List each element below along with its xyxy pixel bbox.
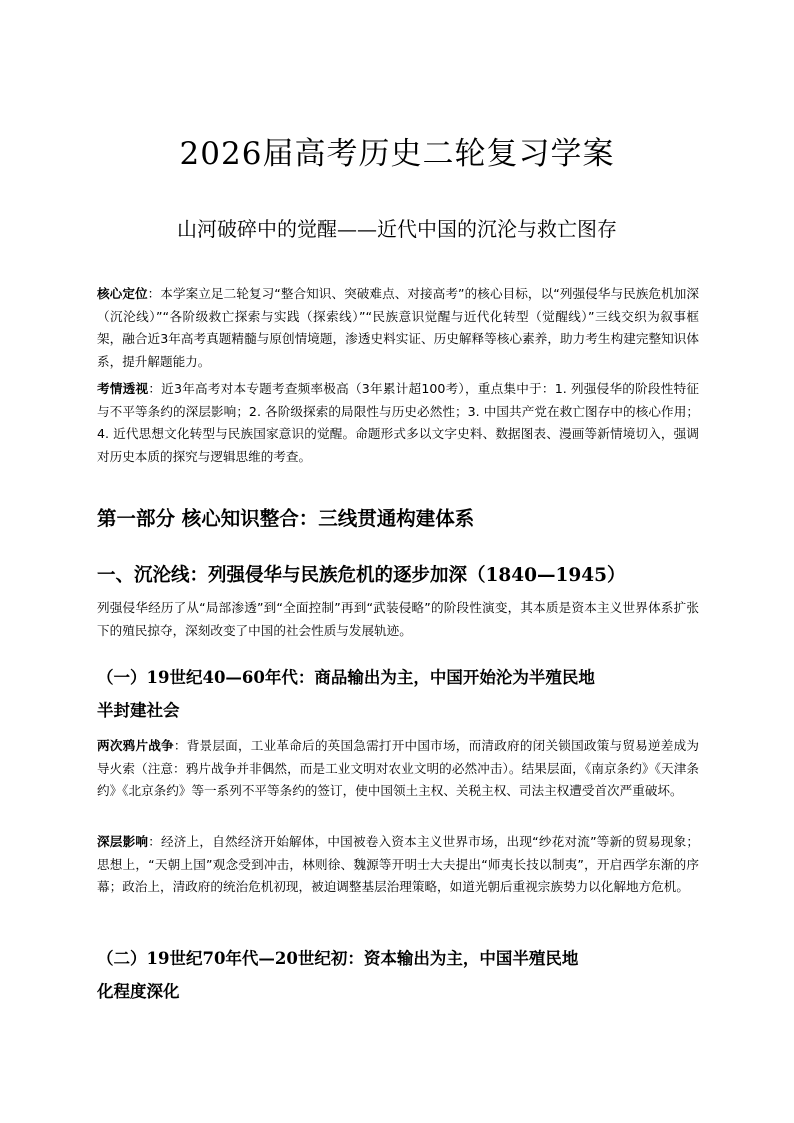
deep-impact-paragraph [97,831,699,899]
exam-analysis-label: 考情透视 [97,381,149,396]
exam-analysis-paragraph [97,378,699,468]
core-positioning-text: ：本学案立足二轮复习“整合知识、突破难点、对接高考”的核心目标，以“列强侵华与民族危机加深（沉沦线）”“各阶级救亡探索与实践（探索线）”“民族意识觉醒与近代化转型（觉醒线）”三线交织为叙事框架，融合近3年高考真题精髓与原创情境题，渗透史料实证、历史解释等核心素养，助力考生构建完整知识体系，提升解题能力。 [97,286,700,369]
document-subtitle: 山河破碎中的觉醒——近代中国的沉沦与救亡图存 [177,217,617,241]
subsection2-heading-line1: （二）19世纪70年代—20世纪初：资本输出为主，中国半殖民地 [97,949,579,968]
section1-intro: 列强侵华经历了从“局部渗透”到“全面控制”再到“武装侵略”的阶段性演变，其本质是资本主义世界体系扩张下的殖民掠夺，深刻改变了中国的社会性质与发展轨迹。 [97,600,699,638]
core-positioning-label: 核心定位 [97,286,148,301]
exam-analysis-text: ：近3年高考对本专题考查频率极高（3年累计超100考），重点集中于：1. 列强侵华的阶段性特征与不平等条约的深层影响；2. 各阶级探索的局限性与历史必然性；3. 中国共产党在救亡图存中的核心作用；4. 近代思想文化转型与民族国家意识的觉醒。命题形式多以文字史料、数据图表、漫画等新情境切入，强调对历史本质的探究与逻辑思维的考查。 [97,381,699,464]
opium-wars-text: ：背景层面，工业革命后的英国急需打开中国市场，而清政府的闭关锁国政策与贸易逆差成为导火索（注意：鸦片战争并非偶然，而是工业文明对农业文明的必然冲击）。结果层面，《南京条约》《天津条约》《北京条约》等一系列不平等条约的签订，使中国领土主权、关税主权、司法主权遭受首次严重破坏。 [97,738,700,799]
deep-impact-text: ：经济上，自然经济开始解体，中国被卷入资本主义世界市场，出现“纱花对流”等新的贸易现象；思想上，“天朝上国”观念受到冲击，林则徐、魏源等开明士大夫提出“师夷长技以制夷”，开启西学东渐的序幕；政治上，清政府的统治危机初现，被迫调整基层治理策略，如道光朝后重视宗族势力以化解地方危机。 [97,834,699,895]
deep-impact-label: 深层影响 [97,834,149,849]
subsection1-heading [97,661,699,727]
section1-heading: 一、沉沦线：列强侵华与民族危机的逐步加深（1840—1945） [97,565,626,586]
opium-wars-paragraph [97,735,699,803]
subsection2-heading-line2: 化程度深化 [97,982,180,1001]
part1-heading: 第一部分 核心知识整合：三线贯通构建体系 [97,507,475,530]
opium-wars-label: 两次鸦片战争 [97,738,174,753]
document-title: 2026届高考历史二轮复习学案 [179,136,615,172]
subsection1-heading-line1: （一）19世纪40—60年代：商品输出为主，中国开始沦为半殖民地 [97,668,595,687]
core-positioning-paragraph [97,283,699,373]
subsection2-heading [97,942,699,1008]
subsection1-heading-line2: 半封建社会 [97,701,180,720]
